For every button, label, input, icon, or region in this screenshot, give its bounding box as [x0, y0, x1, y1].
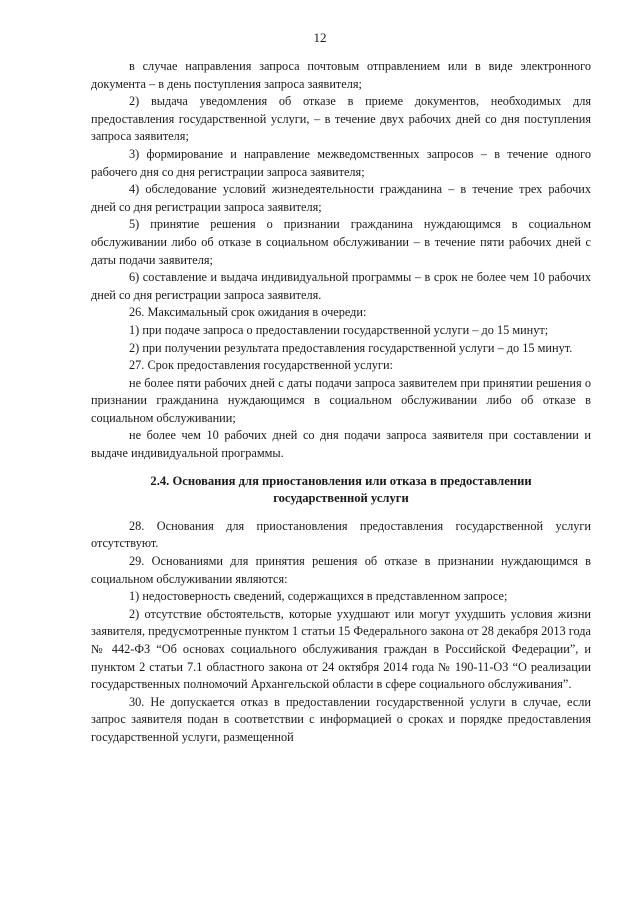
paragraph: не более пяти рабочих дней с даты подачи запроса заявителем при принятии решения о признании гражданина нуждающимся в социальном обслуживании либо об отказе в социальном обслуживании; — [91, 375, 591, 425]
paragraph: 1) недостоверность сведений, содержащихся в представленном запросе; — [129, 589, 508, 604]
paragraph: 4) обследование условий жизнедеятельности гражданина – в течение трех рабочих дней со дня регистрации запроса заявителя; — [91, 182, 591, 214]
paragraph: 2) выдача уведомления об отказе в приеме документов, необходимых для предоставления государственной услуги, – в течение двух рабочих дней со дня поступления запроса заявителя; — [91, 94, 591, 144]
paragraph: 26. Максимальный срок ожидания в очереди: — [129, 305, 367, 320]
paragraph: 2) при получении результата предоставления государственной услуги – до 15 минут. — [129, 340, 573, 355]
paragraph: 5) принятие решения о признании гражданина нуждающимся в социальном обслуживании либо об отказе в социальном обслуживании – в течение пяти рабочих дней с даты подачи заявителя; — [91, 217, 591, 267]
paragraph: 27. Срок предоставления государственной услуги: — [129, 358, 393, 373]
paragraph: 2) отсутствие обстоятельств, которые ухудшают или могут ухудшить условия жизни заявителя, предусмотренные пунктом 1 статьи 15 Федерального закона от 28 декабря 2013 года № 442-ФЗ “Об основах социального обслуживания граждан в Российской Федерации”, и пунктом 2 статьи 7.1 областного закона от 24 октября 2014 года № 190-11-ОЗ “О реализации государственных полномочий Архангельской области в сфере социального обслуживания”. — [91, 606, 591, 692]
paragraph: 30. Не допускается отказ в предоставлении государственной услуги в случае, если запрос заявителя подан в соответствии с информацией о сроках и порядке предоставления государственной услуги, размещенной — [91, 694, 591, 744]
section-heading: 2.4. Основания для приостановления или отказа в предоставлении государственной услуги — [150, 473, 532, 506]
paragraph: не более чем 10 рабочих дней со дня подачи запроса заявителя при составлении и выдаче индивидуальной программы. — [91, 428, 591, 461]
paragraph: 1) при подаче запроса о предоставлении государственной услуги – до 15 минут; — [129, 322, 549, 337]
paragraph: в случае направления запроса почтовым отправлением или в виде электронного документа – в день поступления запроса заявителя; — [91, 59, 591, 91]
paragraph: 6) составление и выдача индивидуальной программы – в срок не более чем 10 рабочих дней со дня регистрации запроса заявителя. — [91, 270, 591, 302]
document-body — [91, 58, 591, 747]
paragraph: 29. Основаниями для принятия решения об отказе в признании нуждающимся в социальном обслуживании являются: — [91, 554, 591, 586]
paragraph: 3) формирование и направление межведомственных запросов – в течение одного рабочего дня со дня регистрации запроса заявителя; — [91, 146, 591, 179]
paragraph: 28. Основания для приостановления предоставления государственной услуги отсутствуют. — [91, 518, 591, 551]
page-number: 12 — [313, 30, 327, 45]
